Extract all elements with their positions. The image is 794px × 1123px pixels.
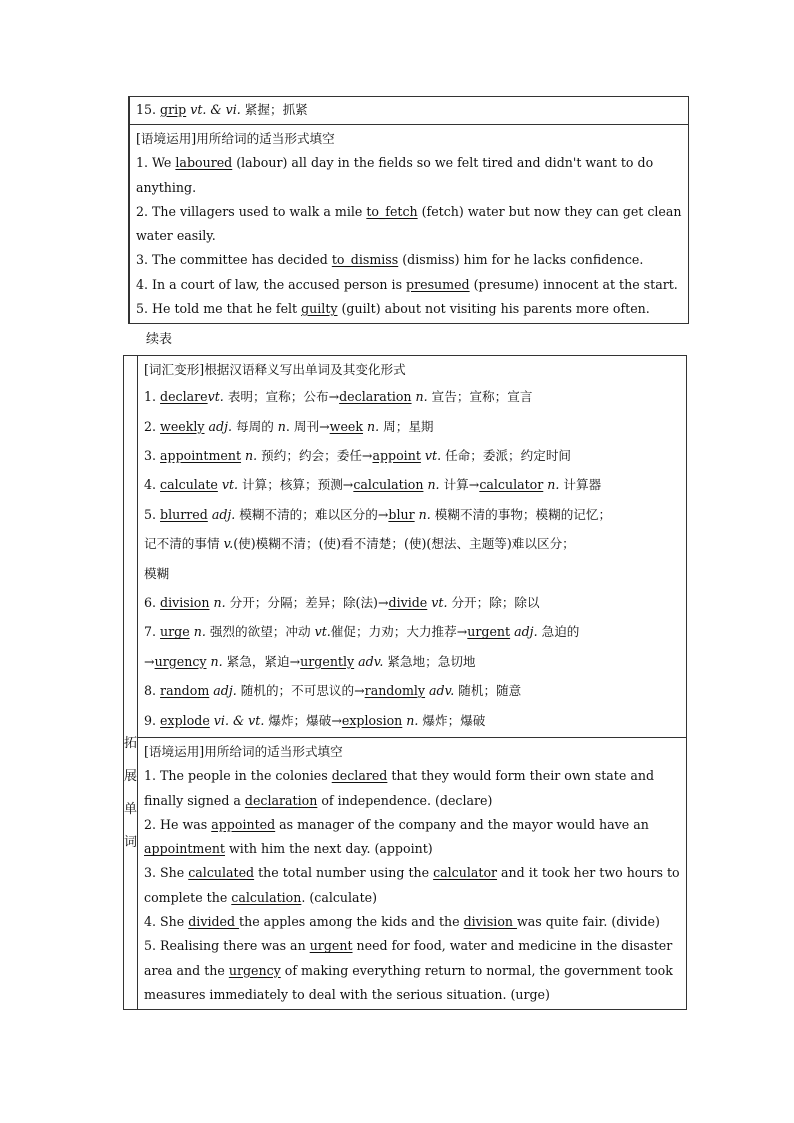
line-text: 计算→: [439, 477, 480, 493]
answer-word: blurred: [160, 506, 208, 522]
line-text: 爆炸；爆破→: [264, 712, 342, 728]
line-text: 强烈的欲望；冲动: [205, 624, 315, 640]
context-lines-2: [144, 764, 680, 1007]
side-label-char: 展: [124, 768, 138, 784]
context-line: [144, 861, 680, 885]
line-text: 4. She: [144, 914, 189, 930]
line-text: 记不清的事情: [144, 536, 224, 552]
answer-word: appointed: [211, 816, 276, 832]
answer-word: explode: [160, 712, 210, 728]
part-of-speech: adv.: [425, 683, 455, 699]
context-line: [144, 959, 680, 983]
part-of-speech: n.: [423, 477, 440, 493]
answer-blank: laboured: [175, 155, 233, 171]
vocab-line: [144, 588, 680, 617]
line-text: 4.: [144, 477, 161, 493]
line-text: 任命；委派；约定时间: [441, 448, 572, 464]
line-text: complete the: [144, 889, 232, 905]
line-text: the apples among the kids and the: [239, 914, 464, 930]
context-line: [144, 837, 680, 861]
line-text: 模糊不清的；难以区分的→: [235, 506, 389, 522]
part-of-speech: n.: [189, 624, 206, 640]
line-text: measures immediately to deal with the serious situation. (urge): [144, 986, 550, 1002]
line-text: 1.: [144, 389, 161, 405]
answer-word: division: [463, 914, 518, 930]
line-text: 周；星期: [379, 418, 434, 434]
vocab-line: [144, 706, 680, 735]
line-text: of independence. (declare): [317, 792, 493, 808]
context-line: [136, 248, 682, 272]
line-text: and it took her two hours to: [497, 865, 680, 881]
answer-word: calculator: [479, 477, 544, 493]
part-of-speech: vt.: [207, 389, 224, 405]
line-text: 3. She: [144, 865, 189, 881]
answer-blank: to_fetch: [366, 203, 418, 219]
answer-word: calculation: [353, 477, 424, 493]
line-text: 表明；宣称；公布→: [223, 389, 340, 405]
vocab-heading: [词汇变形]根据汉语释义写出单词及其变化形式: [144, 362, 406, 377]
answer-word: declared: [331, 768, 388, 784]
line-text: 9.: [144, 712, 161, 728]
line-text: finally signed a: [144, 792, 245, 808]
context-lines: [136, 151, 682, 321]
line-text: . (calculate): [301, 889, 377, 905]
answer-word: urgent: [309, 938, 353, 954]
context-line: [136, 273, 682, 297]
line-text: 紧急，紧迫→: [222, 653, 301, 669]
line-text: 随机；随意: [454, 683, 522, 699]
part-of-speech: n.: [402, 712, 419, 728]
vocab-line: [144, 559, 680, 588]
vocab-line: [144, 382, 680, 411]
part-of-speech: n.: [363, 418, 380, 434]
answer-word: weekly: [160, 418, 205, 434]
vocab-table-continued: [128, 96, 689, 324]
vocab-transform-cell: [138, 356, 687, 738]
answer-word: appointment: [160, 448, 242, 464]
vocab-lines: [144, 382, 680, 735]
answer-word: declaration: [339, 389, 412, 405]
answer-word: declare: [160, 389, 208, 405]
line-text: 分开；除；除以: [447, 595, 540, 611]
part-of-speech: n.: [543, 477, 560, 493]
continued-label: 续表: [146, 332, 173, 347]
part-of-speech: adv.: [354, 653, 384, 669]
line-text: 1. We: [136, 155, 176, 171]
line-text: 爆炸；爆破: [418, 712, 486, 728]
answer-word: divide: [388, 595, 428, 611]
line-text: 急迫的: [537, 624, 580, 640]
grip-meaning: 紧握；抓紧: [244, 102, 308, 117]
line-text: area and the: [144, 962, 229, 978]
line-text: 模糊不清的事物；模糊的记忆；: [430, 506, 612, 522]
answer-word: calculated: [188, 865, 255, 881]
line-text: 6.: [144, 595, 161, 611]
line-text: 5. He told me that he felt: [136, 301, 302, 317]
line-text: 随机的；不可思议的→: [236, 683, 365, 699]
part-of-speech: vt.: [217, 477, 239, 493]
line-text: 计算；核算；预测→: [238, 477, 354, 493]
answer-word: randomly: [364, 683, 426, 699]
side-label: [124, 507, 137, 859]
line-text: with him the next day. (appoint): [225, 841, 433, 857]
part-of-speech: v.: [223, 536, 234, 552]
answer-blank: guilty: [301, 301, 338, 317]
part-of-speech: n.: [414, 506, 431, 522]
answer-word: calculate: [160, 477, 218, 493]
line-text: (labour) all day in the fields so we felt tired and didn't want to do: [232, 155, 654, 171]
context-line: [136, 200, 682, 224]
line-text: 2.: [144, 418, 161, 434]
answer-word: urgently: [300, 653, 355, 669]
line-text: 紧急地；急切地: [383, 653, 476, 669]
context-heading: [语境运用]用所给词的适当形式填空: [136, 131, 335, 146]
answer-word: division: [160, 595, 210, 611]
side-label-char: 单: [124, 801, 138, 817]
line-text: (fetch) water but now they can get clean: [417, 203, 682, 219]
vocab-line: [144, 470, 680, 499]
line-text: of making everything return to normal, the government took: [280, 962, 673, 978]
answer-word: urgent: [467, 624, 511, 640]
answer-word: appointment: [144, 841, 225, 857]
line-text: need for food, water and medicine in the disaster: [352, 938, 673, 954]
part-of-speech: n.: [411, 389, 428, 405]
answer-word: urge: [160, 624, 190, 640]
part-of-speech: n.: [209, 595, 226, 611]
side-label-char: 词: [124, 834, 138, 850]
line-text: was quite fair. (divide): [517, 914, 660, 930]
line-text: (guilt) about not visiting his parents more often.: [337, 301, 650, 317]
line-text: →: [144, 653, 155, 669]
answer-word: urgency: [228, 962, 281, 978]
line-text: 分开；分隔；差异；除(法)→: [225, 595, 389, 611]
part-of-speech: adj.: [510, 624, 538, 640]
vocab-line: [144, 676, 680, 705]
grip-pos: vt. & vi.: [190, 102, 241, 117]
line-text: . 周刊→: [285, 418, 330, 434]
line-text: 模糊: [144, 565, 170, 581]
line-text: 5. Realising there was an: [144, 938, 310, 954]
line-text: 计算器: [559, 477, 602, 493]
context-line: [136, 151, 682, 175]
answer-word: week: [329, 418, 363, 434]
answer-blank: to_dismiss: [331, 252, 399, 268]
vocab-line: [144, 500, 680, 529]
part-of-speech: n.: [206, 653, 223, 669]
context-line: [144, 764, 680, 788]
table1-row-grip: [130, 97, 689, 125]
context-heading-2: [语境运用]用所给词的适当形式填空: [144, 743, 343, 759]
line-text: 8.: [144, 683, 161, 699]
part-of-speech: adj.: [209, 683, 237, 699]
context-line: [136, 224, 682, 248]
line-text: 预约；约会；委任→: [257, 448, 373, 464]
part-of-speech: adj.: [207, 506, 236, 522]
vocab-line: [144, 647, 680, 676]
answer-word: calculation: [231, 889, 302, 905]
line-text: (使)模糊不清；(使)看不清楚；(使)(想法、主题等)难以区分；: [233, 536, 575, 552]
vocab-line: [144, 617, 680, 646]
part-of-speech: n: [277, 418, 286, 434]
context-line: [144, 886, 680, 910]
line-text: as manager of the company and the mayor would have an: [275, 816, 649, 832]
answer-word: urgency: [154, 653, 207, 669]
context-line: [144, 934, 680, 958]
context-line: [144, 789, 680, 813]
vocab-line: [144, 412, 680, 441]
line-text: that they would form their own state and: [387, 768, 655, 784]
context-use-cell: [138, 737, 687, 1009]
answer-blank: presumed: [406, 276, 470, 292]
part-of-speech: adj.: [204, 418, 232, 434]
side-label-char: 拓: [124, 735, 138, 751]
line-text: 宣告；宣称；宣言: [427, 389, 533, 405]
line-text: 催促；力劝；大力推荐→: [330, 624, 468, 640]
part-of-speech: n.: [241, 448, 258, 464]
answer-word: appoint: [372, 448, 421, 464]
line-text: 2. The villagers used to walk a mile: [136, 203, 367, 219]
expand-words-table: [123, 355, 687, 1010]
answer-word: blur: [388, 506, 415, 522]
context-line: [144, 813, 680, 837]
line-text: 3.: [144, 448, 161, 464]
line-text: 每周的: [232, 418, 278, 434]
grip-word: grip: [160, 102, 187, 117]
line-text: (presume) innocent at the start.: [469, 276, 678, 292]
context-line: [144, 983, 680, 1007]
answer-word: explosion: [341, 712, 403, 728]
line-text: the total number using the: [254, 865, 434, 881]
context-line: [144, 910, 680, 934]
part-of-speech: vt.: [427, 595, 448, 611]
part-of-speech: vi. & vt.: [209, 712, 265, 728]
part-of-speech: vt.: [420, 448, 442, 464]
line-text: 3. The committee has decided: [136, 252, 332, 268]
answer-word: calculator: [433, 865, 498, 881]
line-text: water easily.: [136, 228, 216, 244]
answer-word: declaration: [244, 792, 318, 808]
answer-word: divided: [188, 914, 240, 930]
line-text: 5.: [144, 506, 161, 522]
context-line: [136, 176, 682, 200]
table1-context-cell: [130, 125, 689, 324]
line-text: 4. In a court of law, the accused person is: [136, 276, 407, 292]
side-label-cell: [124, 356, 138, 1010]
line-text: 7.: [144, 624, 161, 640]
line-text: (dismiss) him for he lacks confidence.: [398, 252, 644, 268]
answer-word: random: [160, 683, 210, 699]
context-line: [136, 297, 682, 321]
grip-num: 15.: [136, 102, 157, 117]
line-text: 2. He was: [144, 816, 212, 832]
vocab-line: [144, 441, 680, 470]
vocab-line: [144, 529, 680, 558]
part-of-speech: vt.: [314, 624, 331, 640]
line-text: 1. The people in the colonies: [144, 768, 332, 784]
line-text: anything.: [136, 179, 197, 195]
